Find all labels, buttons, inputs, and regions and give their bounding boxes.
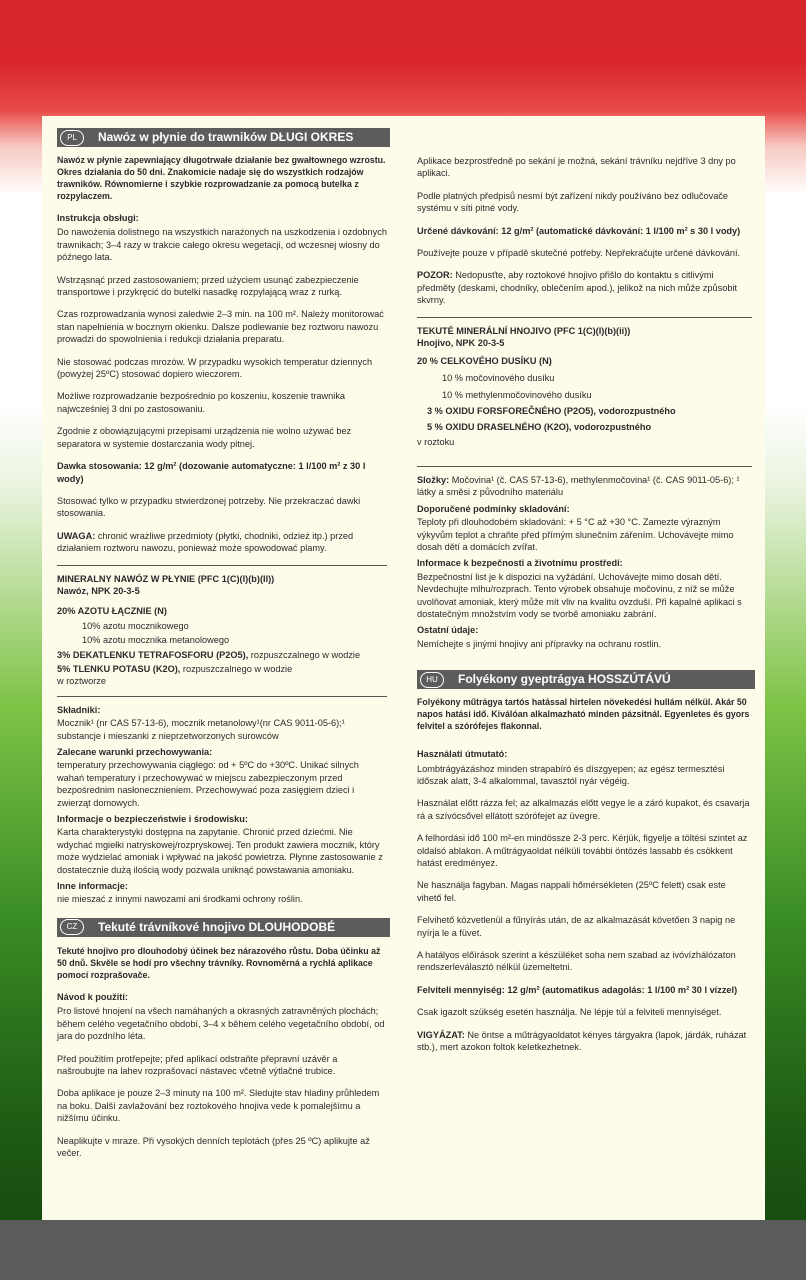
pl-spec-title: MINERALNY NAWÓZ W PŁYNIE (PFC 1(C)(I)(b)(II)) [57,573,275,584]
pl-spec-sub: Nawóz, NPK 20-3-5 [57,585,140,596]
cz-divider-1 [417,317,752,318]
pl-k-bold: 5% TLENKU POTASU (K2O), [57,663,181,674]
hu-dose: Felviteli mennyiség: 12 g/m² (automatikus adagolás: 1 l/100 m² 30 l vízzel) [417,984,738,995]
pl-dose: Dawka stosowania: 12 g/m² (dozowanie automatyczne: 1 l/100 m² z 30 l wody) [57,461,366,484]
hu-warning-label: VIGYÁZAT: [417,1029,465,1040]
cz-ingr-line [417,474,752,499]
hu-warning-text: Ne öntse a műtrágyaoldatot kényes tárgyakra (lapok, járdák, ruházat stb.), mert azokon foltok keletkezhetnek. [417,1029,747,1053]
cz-safety: Bezpečnostní list je k dispozici na vyžádání. Uchovávejte mimo dosah dětí. Nevdechujte mlhu/rozprach. Tento výrobek obsahuje močovinu, z níž se může uvolňovat amoniak, který může mít vliv na kvalitu ovzduší. Při kapalné aplikaci s dostatečným množstvím vody se tvorbě amoniaku zabrání. [417,571,742,619]
hu-p5: Felvihető közvetlenül a fűnyírás után, de az alkalmazását követően 3 napig ne nyírja le a füvet. [417,915,736,938]
pl-warning-text: chronić wrażliwe przedmioty (płytki, chodniki, odzież itp.) przed działaniem roztworu nawozu, ponieważ może spowodować plamy. [57,530,354,554]
pl-title: Nawóz w płynie do trawników DŁUGI OKRES [98,130,354,145]
cz-p-rest: vodorozpustného [595,405,676,416]
pl-safety: Karta charakterystyki dostępna na zapytanie. Chronić przed dziećmi. Nie wdychać mgiełki natryskowej/rozpryskowej. Ten produkt zawiera mocznik, który może wydzielać amoniak i wpływać na jakość powietrza. Płynne zastosowanie z dostatecznie dużą ilością wody pozwala uniknąć powstawania amoniaku. [57,827,383,875]
pl-safety-label: Informacje o bezpieczeństwie i środowisku: [57,814,248,825]
hu-p2: Használat előtt rázza fel; az alkalmazás előtt vegye le a záró kupakot, és csavarja rá a szívócsővel ellátott szórófejet az üvegre. [417,798,750,821]
pl-warning [57,530,387,555]
cz-warning-text: Nedopusťte, aby roztokové hnojivo přišlo do kontaktu s citlivými předměty (deskami, chodníky, oblečením apod.), jelikož na nich může způsobit skvrny. [417,270,738,306]
cz-section-header [57,918,390,937]
cz-instr-heading: Návod k použití: [57,991,128,1002]
pl-warning-label: UWAGA: [57,530,96,541]
cz-p3: Doba aplikace je pouze 2–3 minuty na 100 m². Sledujte stav hladiny průhledem na boku. Další zavlažování bez roztokového hnojiva vede k pomalejšímu a nižšímu účinku. [57,1088,380,1124]
cz-k-bold: 5 % OXIDU DRASELNÉHO (K2O), [427,422,572,433]
cz-storage-label: Doporučené podmínky skladování: [417,503,570,514]
cz-storage: Teploty při dlouhodobém skladování: + 5 °C až +30 °C. Zamezte výrazným výkyvům teplot a chraňte před přímým slunečním zářením. Uchovávejte mimo dosah dětí a domácích zvířat. [417,517,734,552]
hu-p3: A felhordási idő 100 m²-en mindössze 2-3 perc. Kérjük, figyelje a töltési szintet az oldalsó ablakon. A műtrágyaoldat nélküli további öntözés lassabb és csökkent hatást eredményez. [417,833,748,869]
hu-language-badge: HU [420,672,444,688]
pl-instr-heading: Instrukcja obsługi: [57,213,139,223]
cz-other-label: Ostatní údaje: [417,625,479,636]
hu-p7: Csak igazolt szükség esetén használja. Ne lépje túl a felviteli mennyiséget. [417,1007,722,1018]
cz-n-total: 20 % CELKOVÉHO DUSÍKU (N) [417,356,552,367]
pl-p6: Zgodnie z obowiązującymi przepisami urządzenia nie wolno używać bez separatora w systemie dostarczania wody pitnej. [57,426,352,449]
pl-p2: Wstrząsnąć przed zastosowaniem; przed użyciem usunąć zabezpieczenie transportowe i przykręcić do butelki nasadkę rozpylającą wraz z rurką. [57,274,359,298]
cz-divider-2 [417,466,752,467]
pl-n2: 10% azotu mocznika metanolowego [82,635,230,646]
pl-k-rest: rozpuszczalnego w wodzie [180,663,293,674]
cz-p7: Používejte pouze v případě skutečné potřeby. Nepřekračujte určené dávkování. [417,248,741,259]
pl-intro: Nawóz w płynie zapewniający długotrwałe działanie bez gwałtownego wzrostu. Okres działania do 50 dni. Znakomicie nadaje się do wszystkich rodzajów trawników. Równomierne i szybkie rozprowadzanie za pomocą butelka z rozpylaczem. [57,155,386,201]
pl-ingr: Mocznik¹ (nr CAS 57-13-6), mocznik metanolowy¹(nr CAS 9011-05-6);¹ substancje i mieszanki z nieprzetworzonych surowców [57,718,345,741]
cz-warning [417,269,752,306]
pl-storage: temperatury przechowywania ciągłego: od + 5ºC do +30ºC. Unikać silnych wahań temperatury i przechowywać w miejscu zabezpieczonym przed bezpośrednim nasłonecznieniem. Przechowywać poza zasięgiem dzieci i zwierząt domowych. [57,760,359,808]
cz-p6: Podle platných předpisů nesmí být zařízení nikdy používáno bez odlučovače systému v síti pitné vody. [417,190,729,214]
hu-title: Folyékony gyeptrágya HOSSZÚTÁVÚ [458,672,671,687]
right-column [417,116,752,1064]
cz-safety-label: Informace k bezpečnosti a životnímu prostředí: [417,558,623,569]
cz-p-bold: 3 % OXIDU FORSFOREČNÉHO (P2O5), [427,405,596,416]
pl-language-badge: PL [60,130,84,146]
hu-p6: A hatályos előírások szerint a készüléket soha nem szabad az ivóvízhálózaton rendszerleválasztó nélkül üzemeltetni. [417,950,736,973]
pl-section-header [57,128,390,147]
pl-p-line [57,649,387,661]
cz-p-line [417,405,752,417]
pl-other-label: Inne informacje: [57,881,128,892]
cz-k-rest: vodorozpustného [571,422,652,433]
hu-p1: Lombtrágyázáshoz minden strapabíró és díszgyepen; az egész termesztési időszak alatt, 3-4 alkalommal, tavasztól nyár végéig. [417,763,725,786]
pl-p-rest: rozpuszczalnego w wodzie [248,649,361,660]
cz-p1: Pro listové hnojení na všech namáhaných a okrasných zatravněných plochách; během celého vegetačního období, 3–4 x během celého vegetačního období, od jara do pozdního léta. [57,1006,385,1042]
pl-k-tail: w roztworze [57,676,107,687]
pl-storage-label: Zalecane warunki przechowywania: [57,747,213,757]
left-column [57,116,387,1169]
cz-p5: Aplikace bezprostředně po sekání je možná, sekání trávníku nejdříve 3 dny po aplikaci. [417,156,736,179]
cz-ingr-label: Složky: [417,474,450,485]
cz-k-tail: v roztoku [417,436,455,447]
pl-k-line [57,663,387,675]
cz-intro: Tekuté hnojivo pro dlouhodobý účinek bez nárazového růstu. Doba účinku až 50 dnů. Skvěle se hodí pro všechny trávníky. Rovnoměrná a rychlá aplikace pomocí rozprašovače. [57,945,381,980]
cz-dose: Určené dávkování: 12 g/m² (automatické dávkování: 1 l/100 m² s 30 l vody) [417,225,741,236]
hu-p4: Ne használja fagyban. Magas nappali hőmérsékleten (25ºC felett) csak este vihető fel. [417,880,726,903]
pl-p1: Do nawożenia dolistnego na wszystkich narażonych na uszkodzenia i ozdobnych trawnikach; 3–4 razy w trakcie całego okresu wegetacji, od wczesnej wiosny do późnego lata. [57,227,387,263]
pl-p4: Nie stosować podczas mrozów. W przypadku wysokich temperatur dziennych (powyżej 25ºC) stosować dopiero wieczorem. [57,356,373,380]
cz-spec-title: TEKUTÉ MINERÁLNÍ HNOJIVO (PFC 1(C)(I)(b)(ii)) [417,325,631,336]
pl-n1: 10% azotu mocznikowego [82,620,189,631]
cz-p4: Neaplikujte v mraze. Při vysokých denních teplotách (přes 25 ºC) aplikujte až večer. [57,1135,370,1158]
pl-divider-1 [57,565,387,566]
pl-p5: Możliwe rozprowadzanie bezpośrednio po koszeniu, koszenie trawnika najwcześniej 3 dni po zastosowaniu. [57,391,346,414]
cz-k-line [417,421,752,433]
content-panel [42,116,765,1220]
cz-language-badge: CZ [60,919,84,935]
cz-n1: 10 % močovinového dusíku [442,372,555,383]
hu-section-header [417,670,755,689]
pl-other: nie mieszać z innymi nawozami ani środkami ochrony roślin. [57,894,303,905]
pl-p7: Stosować tylko w przypadku stwierdzonej potrzeby. Nie przekraczać dawki stosowania. [57,495,361,519]
cz-other: Nemíchejte s jinými hnojivy ani přípravky na ochranu rostlin. [417,638,662,649]
pl-p3: Czas rozprowadzania wynosi zaledwie 2–3 min. na 100 m². Należy monitorować stan napełnienia w bocznym okienku. Dalsze podlewanie bez roztworu nawozu prowadzi do spowolnienia i redukcji działania preparatu. [57,309,384,345]
bottom-bar [0,1220,806,1280]
pl-p-bold: 3% DEKATLENKU TETRAFOSFORU (P2O5), [57,649,249,660]
cz-spec-sub: Hnojivo, NPK 20-3-5 [417,338,505,349]
pl-n-total: 20% AZOTU ŁĄCZNIE (N) [57,606,167,617]
cz-n2: 10 % methylenmočovinového dusíku [442,390,592,401]
hu-intro: Folyékony műtrágya tartós hatással hirtelen növekedési hullám nélkül. Akár 50 napos hatási idő. Kiválóan alkalmazható minden pázsitnál. Egyenletes és gyors felvitel a szórófejes flakonnal. [417,697,750,732]
pl-divider-2 [57,696,387,697]
cz-warning-label: POZOR: [417,270,453,281]
cz-title: Tekuté trávníkové hnojivo DLOUHODOBÉ [98,920,336,935]
hu-warning [417,1029,752,1054]
cz-ingr: Močovina¹ (č. CAS 57-13-6), methylenmočovina¹ (č. CAS 9011-05-6); ¹ látky a směsi z původního materiálu [417,474,740,498]
cz-p2: Před použitím protřepejte; před aplikací odstraňte přepravní uzávěr a našroubujte na lahev rozprašovací nástavec včetně výtlačné trubice. [57,1053,338,1076]
hu-instr-heading: Használati útmutató: [417,749,508,760]
pl-ingr-label: Składniki: [57,704,101,715]
